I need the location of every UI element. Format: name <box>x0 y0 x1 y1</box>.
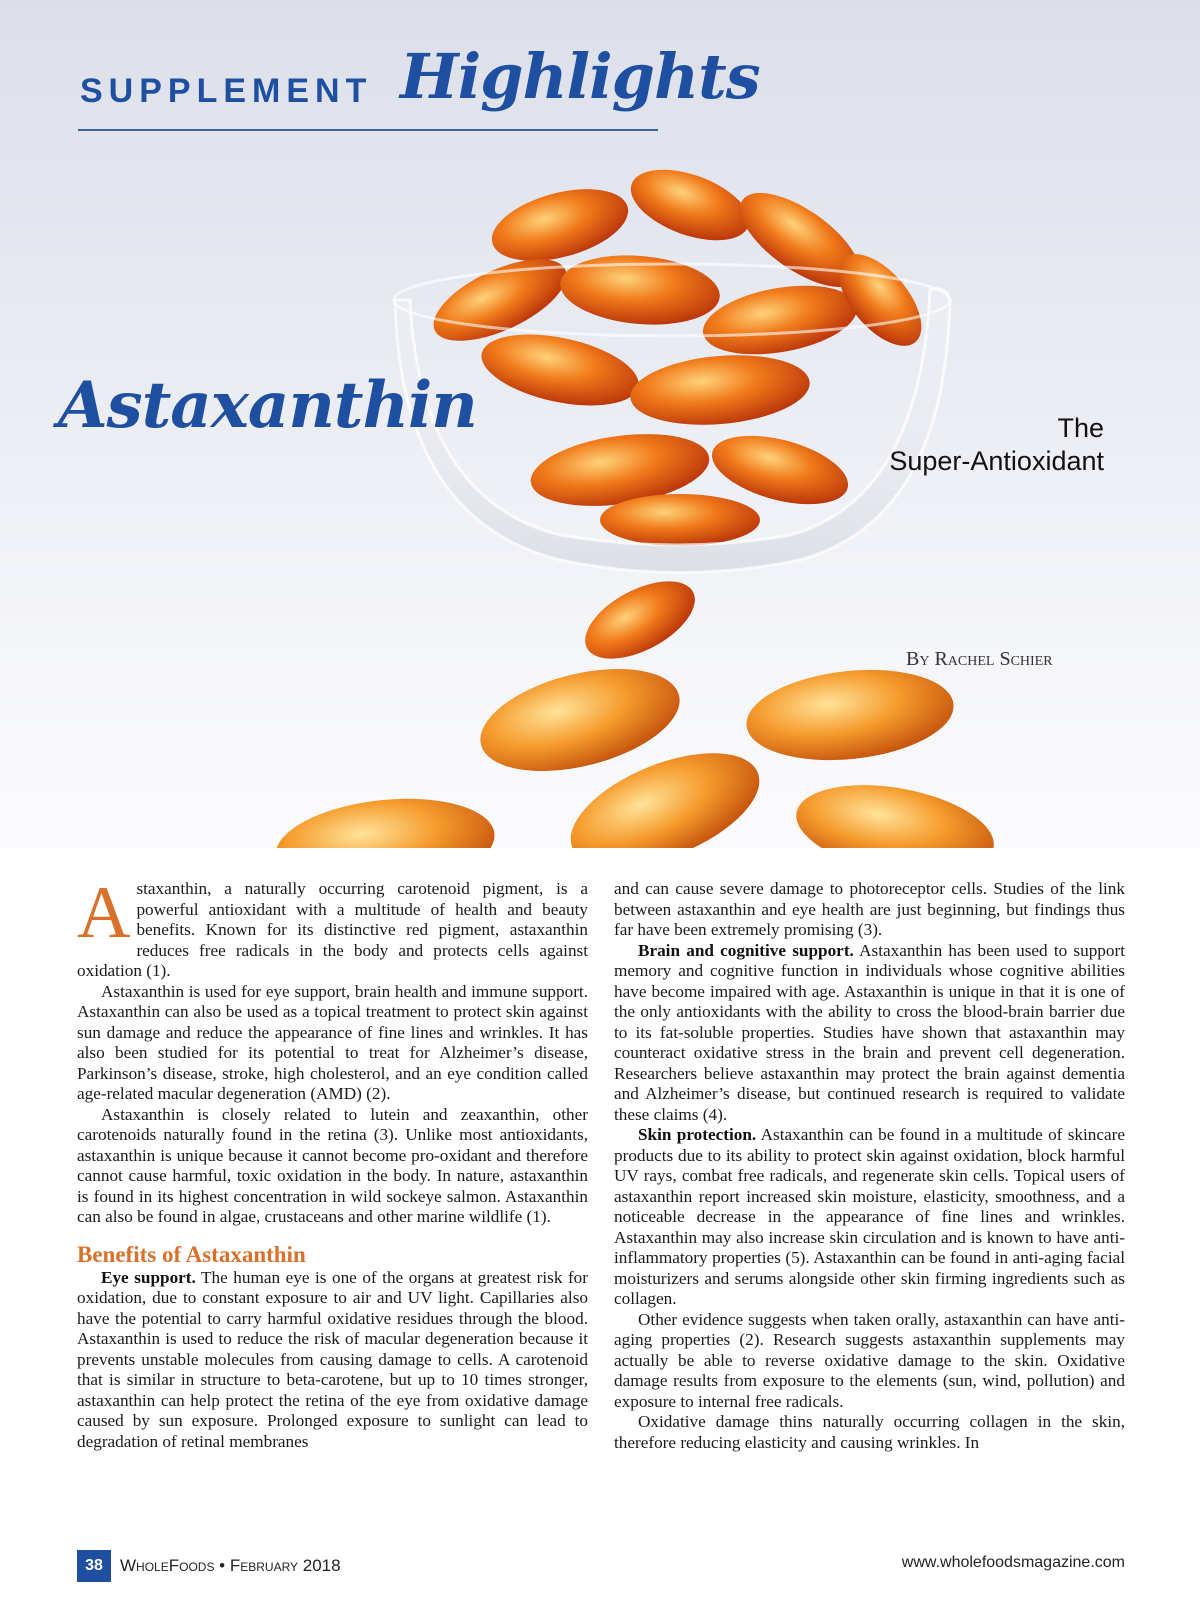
article-title: Astaxanthin <box>58 368 477 443</box>
website-link[interactable]: www.wholefoodsmagazine.com <box>901 1554 1125 1571</box>
paragraph: Astaxanthin is closely related to lutein and zeaxanthin, other carotenoids naturally found in the retina (3). Unlike most antioxidants, astaxanthin is unique because it cannot become pro-oxidant and therefore cannot cause harmful, toxic oxidation in the body. In nature, astaxanthin is found in its highest concentration in wild sockeye salmon. Astaxanthin can also be found in algae, crustaceans and other marine wildlife (1). <box>77 1104 588 1226</box>
drop-cap: A <box>77 872 131 954</box>
lead-in: Brain and cognitive support. <box>638 940 854 960</box>
subtitle-line-2: Super-Antioxidant <box>889 446 1104 476</box>
page-number: 38 <box>77 1550 111 1582</box>
lead-in: Skin protection. <box>638 1125 757 1144</box>
article-subtitle <box>844 412 1104 478</box>
paragraph-skin-protection <box>614 1125 1125 1310</box>
section-label-script: Highlights <box>400 40 760 113</box>
paragraph: Astaxanthin is used for eye support, brain health and immune support. Astaxanthin can also be used as a topical treatment to protect skin against sun damage and reduce the appearance of fine lines and wrinkles. It has also been studied for its potential to treat for Alzheimer’s disease, Parkinson’s disease, stroke, high cholesterol, and an eye condition called age-related macular degeneration (AMD) (2). <box>77 981 588 1103</box>
byline: By Rachel Schier <box>906 648 1053 670</box>
paragraph-eye-support <box>77 1268 588 1453</box>
paragraph: Other evidence suggests when taken orally, astaxanthin can have anti-aging properties (2). Research suggests astaxanthin supplements may actually be able to reverse oxidative damage to the skin. Oxidative damage results from exposure to the elements (sun, wind, pollution) and exposure to internal free radicals. <box>614 1309 1125 1411</box>
section-divider <box>78 129 658 131</box>
section-heading: Benefits of Astaxanthin <box>77 1241 306 1267</box>
intro-paragraph <box>77 872 588 982</box>
paragraph: and can cause severe damage to photoreceptor cells. Studies of the link between astaxanthin and eye health are just beginning, but findings thus far have been extremely promising (3). <box>614 879 1125 939</box>
intro-text: staxanthin, a naturally occurring carotenoid pigment, is a powerful antioxidant with a multitude of health and beauty benefits. Known for its distinctive red pigment, astaxanthin reduces free radicals in the body and protects cells against oxidation (1). <box>77 879 588 980</box>
publication-name: WholeFoods • February 2018 <box>120 1556 341 1575</box>
paragraph-brain-support <box>614 941 1125 1126</box>
column-left <box>77 872 588 1453</box>
column-right <box>614 879 1125 1453</box>
loose-capsules <box>271 565 1001 848</box>
article-body <box>77 872 1125 1453</box>
subtitle-line-1: The <box>1057 413 1104 443</box>
section-label: SUPPLEMENT <box>80 72 373 110</box>
paragraph-text: Astaxanthin has been used to support memory and cognitive function in individuals whose cognitive abilities have become impaired with age. Astaxanthin is unique in that it is one of the only antioxidants with the ability to cross the blood-brain barrier due to its fat-soluble properties. Studies have shown that astaxanthin may counteract oxidative stress in the brain and prevent cell degeneration. Researchers believe astaxanthin may protect the brain against dementia and Alzheimer’s disease, but continued research is required to validate these claims (4). <box>614 940 1125 1124</box>
paragraph-text: Astaxanthin can be found in a multitude of skincare products due to its ability to protect skin against oxidation, block harmful UV rays, combat free radicals, and regenerate skin cells. Topical users of astaxanthin report increased skin moisture, elasticity, smoothness, and a noticeable decrease in the appearance of fine lines and wrinkles. Astaxanthin may also increase skin circulation and is known to have anti-inflammatory properties (5). Astaxanthin can be found in anti-aging facial moisturizers and serums alongside other skin firming ingredients such as collagen. <box>614 1125 1125 1308</box>
bowl-capsules <box>422 156 937 546</box>
paragraph-text: The human eye is one of the organs at greatest risk for oxidation, due to constant exposure to air and UV light. Capillaries also have the potential to carry harmful oxidative residues through the blood. Astaxanthin is used to reduce the risk of macular degeneration because it prevents unstable molecules from causing damage to cells. A carotenoid that is similar in structure to beta-carotene, but up to 10 times stronger, astaxanthin can help protect the retina of the eye from oxidative damage caused by sun exposure. Prolonged exposure to sunlight can lead to degradation of retinal membranes <box>77 1267 588 1451</box>
paragraph: Oxidative damage thins naturally occurring collagen in the skin, therefore reducing elasticity and causing wrinkles. In <box>614 1412 1125 1452</box>
lead-in: Eye support. <box>101 1267 196 1287</box>
